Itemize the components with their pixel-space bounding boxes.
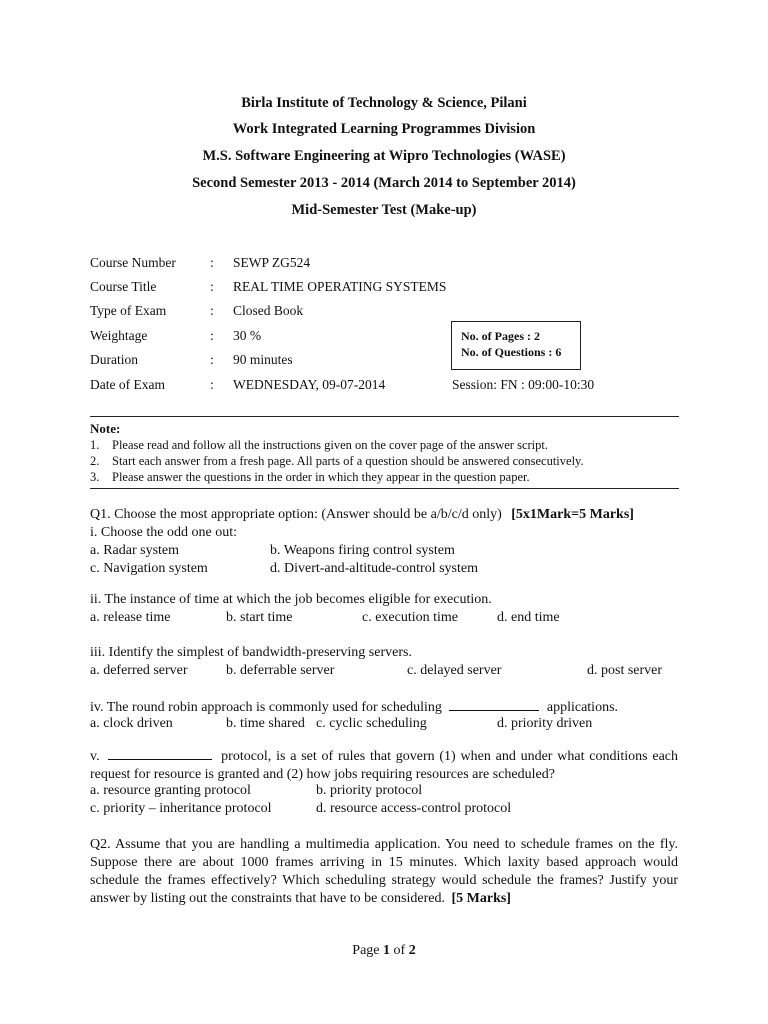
test-title: Mid-Semester Test (Make-up) (291, 202, 477, 218)
note-item (90, 470, 530, 485)
q1-v-prefix: v. (90, 749, 100, 764)
q1-v-body: protocol, is a set of rules that govern (1) when and under what conditions each request for resource is granted and (2) how jobs requiring resources are scheduled? (90, 749, 678, 782)
note-item-number: 3. (90, 470, 100, 484)
colon: : (210, 328, 214, 343)
exam-type-label: Type of Exam (90, 303, 167, 318)
duration-value: 90 minutes (233, 352, 293, 367)
pages-questions-box (451, 321, 581, 370)
colon: : (210, 279, 214, 294)
answer-blank (108, 747, 212, 760)
q2-body: Q2. Assume that you are handling a multimedia application. You need to schedule frames on the fly. Suppose there are about 1000 frames arriving in 15 minutes. Which laxity based approach would schedule the frames effectively? Which scheduling strategy would schedule the frames? Justify your answer by listing out the constraints that have to be considered. (90, 837, 678, 906)
division-name: Work Integrated Learning Programmes Division (232, 121, 536, 137)
q1-iv-text (90, 698, 618, 716)
answer-blank (449, 698, 539, 711)
q2-marks: [5 Marks] (451, 891, 511, 906)
pages-count: No. of Pages : 2 (461, 329, 540, 343)
page-total: 2 (408, 943, 416, 958)
exam-type-value: Closed Book (233, 303, 304, 318)
page-word: Page (352, 943, 380, 958)
date-label: Date of Exam (90, 377, 165, 392)
q2-text (90, 836, 678, 908)
option-a: a. Radar system (90, 543, 180, 558)
q1-v-text (90, 747, 678, 784)
date-value: WEDNESDAY, 09-07-2014 (233, 377, 386, 392)
option-a: a. release time (90, 610, 171, 625)
q1-stem (90, 507, 634, 523)
option-b: b. priority protocol (316, 783, 423, 798)
colon: : (210, 255, 214, 270)
semester-line: Second Semester 2013 - 2014 (March 2014 to September 2014) (192, 175, 576, 191)
institute-name: Birla Institute of Technology & Science, Pilani (241, 95, 527, 111)
option-c: c. cyclic scheduling (316, 716, 427, 731)
note-item (90, 454, 584, 469)
option-d: d. end time (497, 610, 560, 625)
colon: : (210, 303, 214, 318)
option-c: c. execution time (362, 610, 459, 625)
note-item (90, 438, 548, 453)
option-d: d. priority driven (497, 716, 593, 731)
course-title-value: REAL TIME OPERATING SYSTEMS (233, 279, 447, 294)
divider (90, 416, 679, 417)
option-b: b. start time (226, 610, 293, 625)
colon: : (210, 352, 214, 367)
note-item-text: Please answer the questions in the order in which they appear in the question paper. (112, 470, 530, 484)
option-a: a. clock driven (90, 716, 173, 731)
q1-ii-text: ii. The instance of time at which the job becomes eligible for execution. (90, 592, 492, 607)
option-a: a. resource granting protocol (90, 783, 251, 798)
session-value: Session: FN : 09:00-10:30 (452, 377, 595, 392)
note-item-text: Please read and follow all the instructions given on the cover page of the answer script. (112, 438, 548, 452)
weightage-value: 30 % (233, 328, 262, 343)
note-title: Note: (90, 421, 121, 436)
option-d: d. Divert-and-altitude-control system (270, 561, 478, 576)
q1-i-text: i. Choose the odd one out: (90, 525, 237, 540)
option-d: d. post server (587, 663, 663, 678)
colon: : (210, 377, 214, 392)
option-a: a. deferred server (90, 663, 188, 678)
note-item-number: 1. (90, 438, 100, 452)
option-c: c. Navigation system (90, 561, 208, 576)
q1-iv-text-after: applications. (546, 700, 619, 715)
page-footer (0, 943, 768, 959)
page-number: 1 (383, 943, 391, 958)
q1-marks: [5x1Mark=5 Marks] (511, 507, 634, 522)
questions-count: No. of Questions : 6 (461, 345, 562, 359)
course-number-value: SEWP ZG524 (233, 255, 311, 270)
note-item-text: Start each answer from a fresh page. All parts of a question should be answered consecutively. (112, 454, 584, 468)
option-b: b. time shared (226, 716, 305, 731)
of-word: of (393, 943, 406, 958)
programme-name: M.S. Software Engineering at Wipro Technologies (WASE) (202, 148, 566, 164)
q1-iii-text: iii. Identify the simplest of bandwidth-preserving servers. (90, 645, 412, 660)
course-title-label: Course Title (90, 279, 157, 294)
weightage-label: Weightage (90, 328, 148, 343)
option-b: b. Weapons firing control system (270, 543, 455, 558)
option-b: b. deferrable server (226, 663, 335, 678)
option-c: c. priority – inheritance protocol (90, 801, 272, 816)
q1-iv-text-before: iv. The round robin approach is commonly used for scheduling (90, 700, 442, 715)
option-c: c. delayed server (407, 663, 502, 678)
option-d: d. resource access-control protocol (316, 801, 512, 816)
q1-stem-text: Q1. Choose the most appropriate option: (Answer should be a/b/c/d only) (90, 507, 502, 522)
note-item-number: 2. (90, 454, 100, 468)
duration-label: Duration (90, 352, 138, 367)
divider (90, 488, 679, 489)
course-number-label: Course Number (90, 255, 176, 270)
